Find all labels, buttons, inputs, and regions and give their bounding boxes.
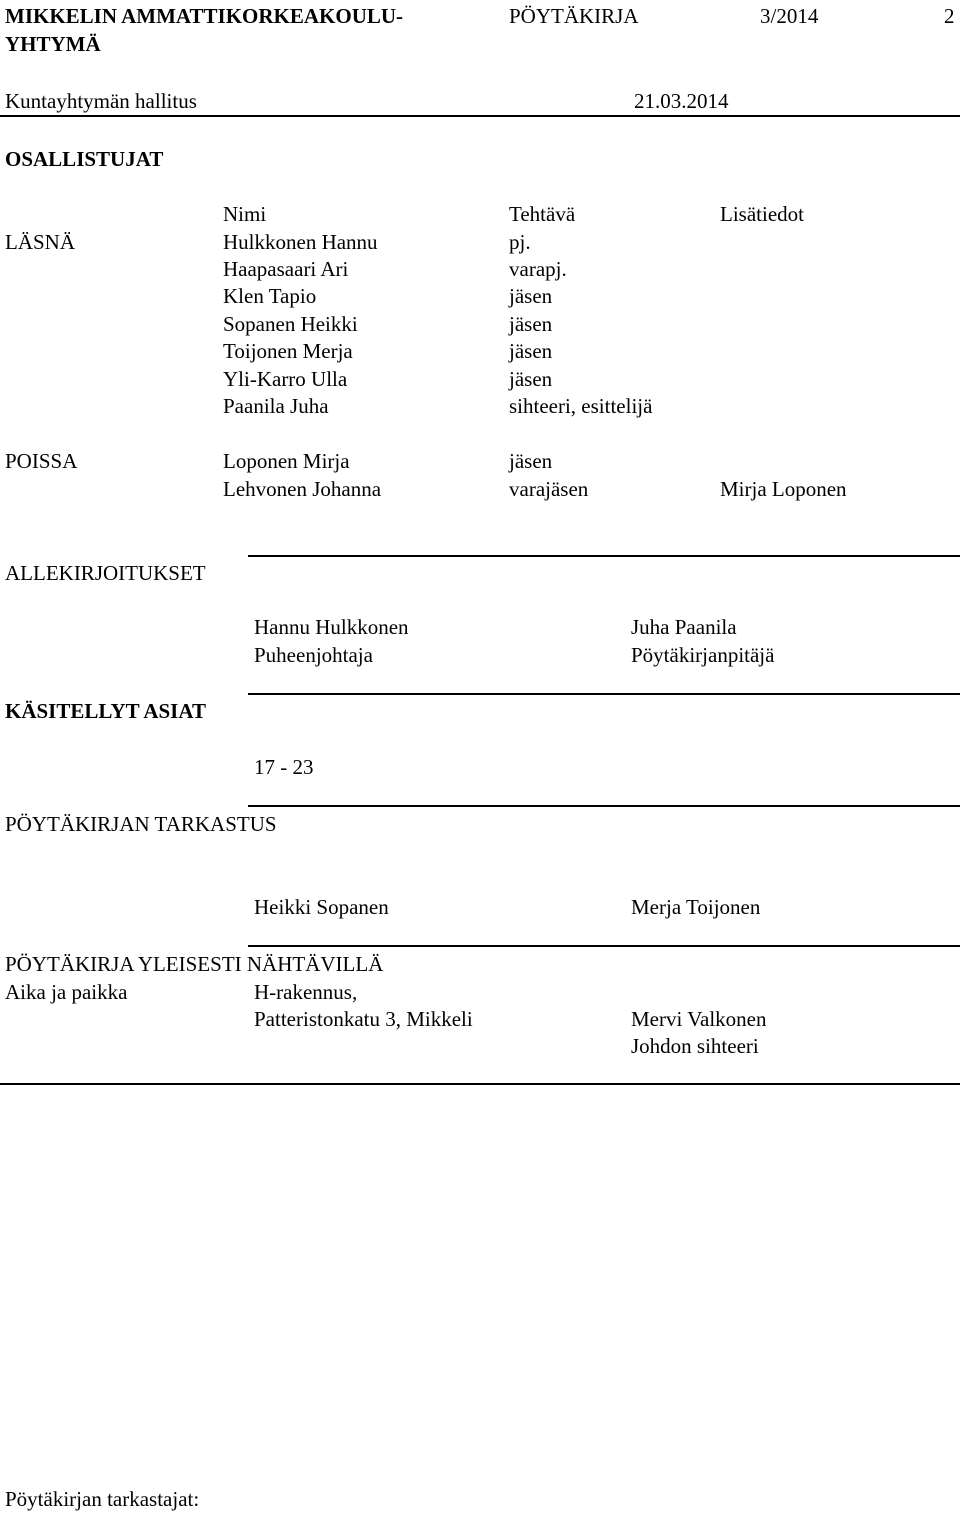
- column-header-info: Lisätiedot: [720, 202, 804, 226]
- public-display-title: PÖYTÄKIRJA YLEISESTI NÄHTÄVILLÄ: [5, 952, 384, 976]
- public-display-divider: [248, 945, 960, 947]
- items-title: KÄSITELLYT ASIAT: [5, 699, 206, 723]
- participant-role: sihteeri, esittelijä: [509, 394, 653, 418]
- participants-title: OSALLISTUJAT: [5, 147, 164, 171]
- body-name: Kuntayhtymän hallitus: [5, 89, 197, 113]
- items-divider: [248, 693, 960, 695]
- document-type: PÖYTÄKIRJA: [509, 4, 639, 28]
- signatures-divider: [248, 555, 960, 557]
- absent-participant-name: Lehvonen Johanna: [223, 477, 382, 501]
- participant-role: jäsen: [509, 312, 553, 336]
- present-label: LÄSNÄ: [5, 230, 76, 254]
- column-header-role: Tehtävä: [509, 202, 576, 226]
- time-place-label: Aika ja paikka: [5, 980, 128, 1004]
- participant-role: pj.: [509, 230, 531, 254]
- review-title: PÖYTÄKIRJAN TARKASTUS: [5, 812, 277, 836]
- organization-name-line2: YHTYMÄ: [5, 32, 101, 56]
- participant-role: jäsen: [509, 339, 553, 363]
- absent-participant-info: Mirja Loponen: [720, 477, 847, 501]
- participant-role: varapj.: [509, 257, 567, 281]
- review-divider: [248, 805, 960, 807]
- participant-name: Haapasaari Ari: [223, 257, 349, 281]
- reviewer-1-name: Heikki Sopanen: [254, 895, 389, 919]
- chair-title: Puheenjohtaja: [254, 643, 373, 667]
- official-title: Johdon sihteeri: [631, 1034, 759, 1058]
- absent-participant-name: Loponen Mirja: [223, 449, 350, 473]
- participant-name: Sopanen Heikki: [223, 312, 358, 336]
- participant-role: jäsen: [509, 367, 553, 391]
- absent-label: POISSA: [5, 449, 78, 473]
- header-divider: [0, 115, 960, 117]
- place-line-2: Patteristonkatu 3, Mikkeli: [254, 1007, 473, 1031]
- page-number: 2: [944, 4, 955, 28]
- participant-name: Yli-Karro Ulla: [223, 367, 348, 391]
- chair-name: Hannu Hulkkonen: [254, 615, 409, 639]
- document-number: 3/2014: [760, 4, 819, 28]
- reviewers-label: Pöytäkirjan tarkastajat:: [5, 1487, 200, 1511]
- absent-participant-role: jäsen: [509, 449, 553, 473]
- place-line-1: H-rakennus,: [254, 980, 358, 1004]
- bottom-divider: [0, 1083, 960, 1085]
- participant-role: jäsen: [509, 284, 553, 308]
- official-name: Mervi Valkonen: [631, 1007, 767, 1031]
- signatures-title: ALLEKIRJOITUKSET: [5, 561, 206, 585]
- participant-name: Klen Tapio: [223, 284, 317, 308]
- organization-name-line1: MIKKELIN AMMATTIKORKEAKOULU-: [5, 4, 404, 28]
- column-header-name: Nimi: [223, 202, 267, 226]
- secretary-title: Pöytäkirjanpitäjä: [631, 643, 775, 667]
- reviewer-2-name: Merja Toijonen: [631, 895, 761, 919]
- secretary-name: Juha Paanila: [631, 615, 737, 639]
- meeting-date: 21.03.2014: [634, 89, 729, 113]
- participant-name: Paanila Juha: [223, 394, 329, 418]
- participant-name: Hulkkonen Hannu: [223, 230, 378, 254]
- absent-participant-role: varajäsen: [509, 477, 589, 501]
- items-range: 17 - 23: [254, 755, 314, 779]
- participant-name: Toijonen Merja: [223, 339, 353, 363]
